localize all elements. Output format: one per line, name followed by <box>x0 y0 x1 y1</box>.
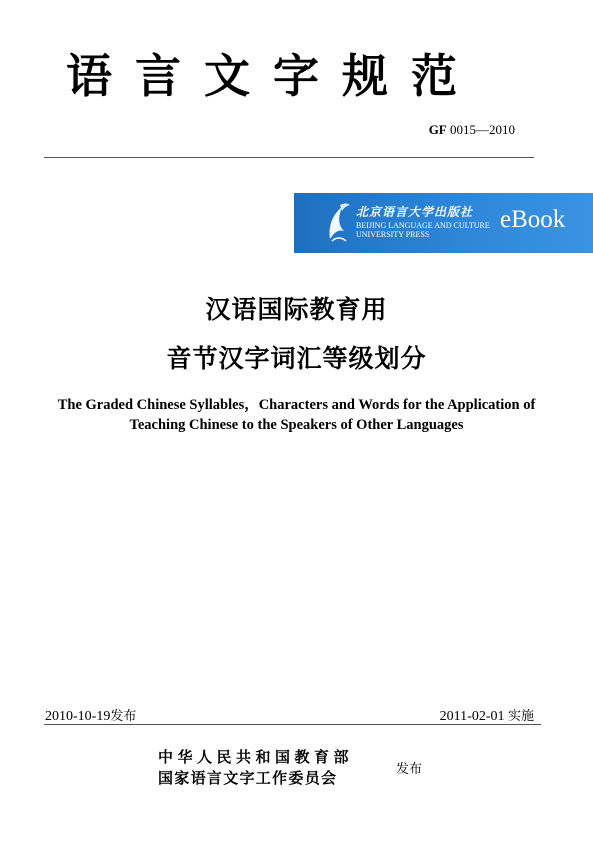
top-divider <box>44 157 534 158</box>
issuer-line1: 中华人民共和国教育部 <box>158 748 354 766</box>
publish-label: 发布 <box>396 762 423 777</box>
publisher-banner <box>294 193 593 253</box>
bottom-divider <box>44 724 541 725</box>
publisher-logo-icon <box>324 199 352 245</box>
issue-date <box>45 705 136 725</box>
issue-date-value: 2010-10-19 <box>45 709 111 724</box>
title-cn-line2: 音节汉字词汇等级划分 <box>166 344 427 373</box>
implement-date-label: 实施 <box>507 709 534 724</box>
publisher-name-en: BEIJING LANGUAGE AND CULTURE UNIVERSITY PRESS <box>356 221 490 239</box>
title-en-line1: The Graded Chinese Syllables，Characters and Words for the Application of <box>57 397 536 413</box>
standard-code-prefix: GF <box>428 122 447 137</box>
ebook-label: eBook <box>500 206 566 233</box>
series-title: 语言文字规范 <box>66 49 480 103</box>
title-cn-line1: 汉语国际教育用 <box>205 295 388 324</box>
standard-code-number: 0015—2010 <box>450 122 515 137</box>
issue-date-label: 发布 <box>110 709 137 724</box>
implement-date <box>440 705 534 725</box>
publisher-name-cn: 北京语言大学出版社 <box>356 205 474 219</box>
issuer-line2: 国家语言文字工作委员会 <box>158 769 338 787</box>
implement-date-value: 2011-02-01 <box>439 709 505 724</box>
title-en-line2: Teaching Chinese to the Speakers of Other Languages <box>129 417 464 433</box>
standard-code <box>429 122 515 138</box>
